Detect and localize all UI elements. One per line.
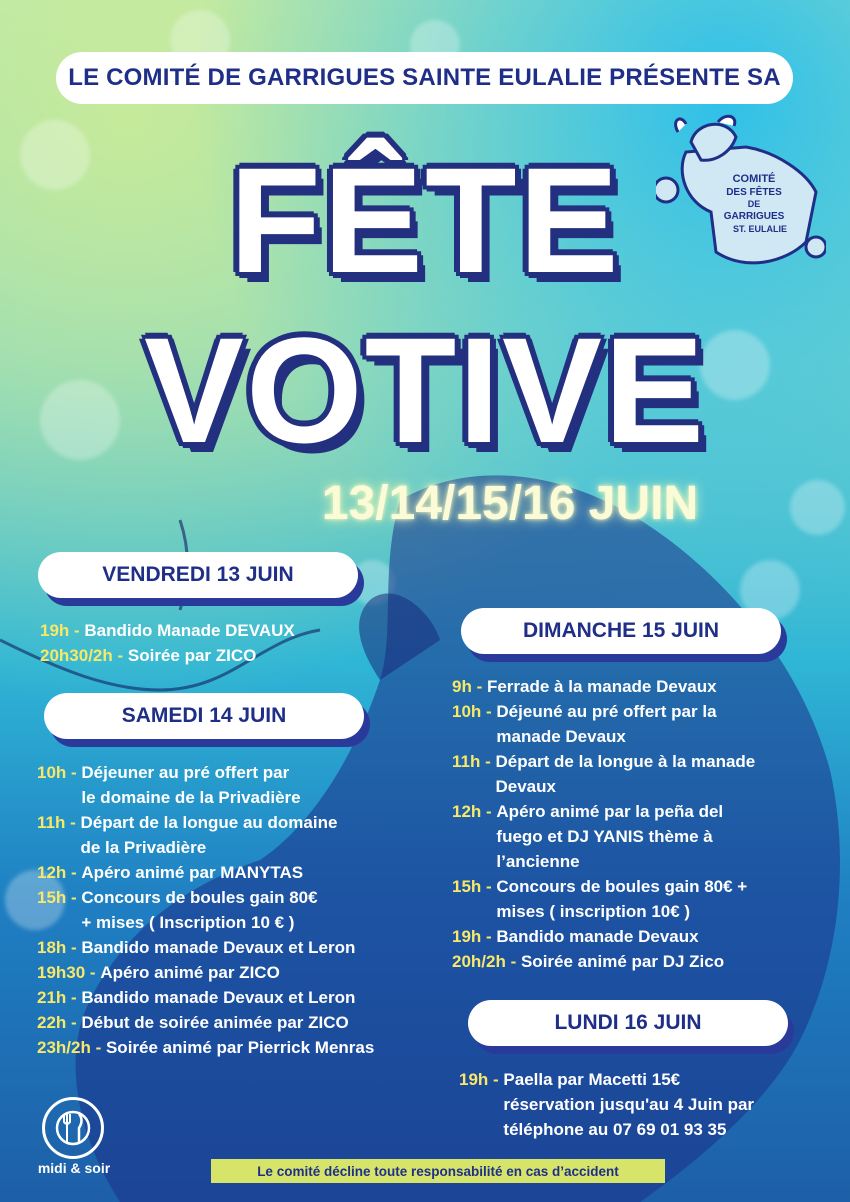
item-desc: Bandido manade Devaux: [496, 927, 699, 946]
title-line-1: FÊTE: [229, 136, 621, 304]
schedule-item: [452, 924, 837, 949]
schedule-item: [459, 1067, 839, 1142]
item-desc: Paella par Macetti 15€ réservation jusqu'au 4 Juin par téléphone au 07 69 01 93 35: [503, 1070, 755, 1139]
logo-line: GARRIGUES: [723, 211, 785, 222]
schedule-item: [37, 810, 457, 860]
item-separator: -: [66, 888, 82, 907]
schedule-item: [37, 1035, 457, 1060]
item-time: 21h: [37, 988, 67, 1007]
item-time: 10h: [37, 763, 67, 782]
item-desc: Ferrade à la manade Devaux: [486, 677, 717, 696]
item-desc: Départ de la longue au domaine de la Privadière: [80, 813, 338, 857]
item-desc: Soirée animé par Pierrick Menras: [105, 1038, 375, 1057]
item-desc: Apéro animé par ZICO: [100, 963, 280, 982]
item-desc: Apéro animé par la peña del fuego et DJ YANIS thème à l’ancienne: [496, 802, 724, 871]
item-time: 20h30/2h: [40, 646, 113, 665]
item-separator: -: [112, 646, 128, 665]
item-separator: -: [66, 938, 82, 957]
item-time: 19h: [452, 927, 482, 946]
item-separator: -: [481, 702, 497, 721]
meal-badge-label: midi & soir: [37, 1160, 111, 1176]
item-desc: Bandido manade Devaux et Leron: [81, 988, 356, 1007]
item-time: 11h: [37, 813, 66, 832]
plate-cutlery-icon: [42, 1097, 104, 1159]
schedule-item: [37, 885, 457, 935]
schedule-item: [37, 760, 457, 810]
item-separator: -: [481, 802, 497, 821]
item-separator: -: [481, 927, 497, 946]
item-desc: Départ de la longue à la manade Devaux: [495, 752, 756, 796]
item-time: 19h: [459, 1070, 489, 1089]
schedule-saturday: [37, 760, 457, 1060]
item-time: 9h: [452, 677, 472, 696]
schedule-item: [40, 643, 440, 668]
item-desc: Début de soirée animée par ZICO: [81, 1013, 349, 1032]
day-label: SAMEDI 14 JUIN: [121, 704, 287, 727]
schedule-item: [37, 860, 457, 885]
item-separator: -: [480, 752, 496, 771]
item-time: 19h30: [37, 963, 86, 982]
event-dates: 13/14/15/16 JUIN: [321, 477, 699, 530]
logo-line: COMITÉ: [732, 173, 776, 185]
disclaimer-text: Le comité décline toute responsabilité en cas d’accident: [257, 1163, 619, 1179]
schedule-sunday: [452, 674, 837, 974]
item-time: 15h: [37, 888, 67, 907]
item-desc: Soirée par ZICO: [127, 646, 257, 665]
item-separator: -: [488, 1070, 504, 1089]
item-time: 20h/2h: [452, 952, 506, 971]
header-banner: [56, 52, 793, 104]
schedule-item: [452, 799, 837, 874]
schedule-monday: [459, 1067, 839, 1142]
item-time: 18h: [37, 938, 67, 957]
schedule-item: [40, 618, 440, 643]
item-separator: -: [66, 863, 82, 882]
item-separator: -: [66, 763, 82, 782]
item-time: 11h: [452, 752, 481, 771]
item-desc: Déjeuné au pré offert par la manade Devaux: [496, 702, 717, 746]
item-time: 10h: [452, 702, 482, 721]
item-separator: -: [69, 621, 85, 640]
schedule-item: [452, 949, 837, 974]
schedule-item: [37, 935, 457, 960]
day-header-monday: [468, 1000, 788, 1046]
schedule-item: [452, 699, 837, 749]
schedule-item: [37, 960, 457, 985]
header-text: LE COMITÉ DE GARRIGUES SAINTE EULALIE PRÉSENTE SA: [68, 64, 781, 91]
item-time: 12h: [37, 863, 67, 882]
item-time: 15h: [452, 877, 482, 896]
title-line-2: VOTIVE: [143, 306, 707, 474]
schedule-item: [452, 874, 837, 924]
schedule-item: [452, 749, 837, 799]
item-separator: -: [90, 1038, 106, 1057]
disclaimer-banner: [211, 1159, 665, 1183]
item-separator: -: [66, 988, 82, 1007]
item-desc: Bandido Manade DEVAUX: [84, 621, 295, 640]
item-desc: Bandido manade Devaux et Leron: [81, 938, 356, 957]
schedule-item: [452, 674, 837, 699]
item-separator: -: [481, 877, 497, 896]
schedule-item: [37, 1010, 457, 1035]
logo-line: ST. EULALIE: [732, 224, 788, 234]
day-header-sunday: [461, 608, 781, 654]
item-time: 19h: [40, 621, 70, 640]
day-header-saturday: [44, 693, 364, 739]
day-label: VENDREDI 13 JUIN: [102, 563, 294, 586]
item-separator: -: [471, 677, 487, 696]
item-desc: Concours de boules gain 80€ + mises ( inscription 10€ ): [496, 877, 748, 921]
item-separator: -: [65, 813, 81, 832]
item-desc: Déjeuner au pré offert par le domaine de la Privadière: [81, 763, 301, 807]
schedule-item: [37, 985, 457, 1010]
item-separator: -: [85, 963, 101, 982]
day-header-friday: [38, 552, 358, 598]
item-desc: Soirée animé par DJ Zico: [520, 952, 725, 971]
item-time: 22h: [37, 1013, 67, 1032]
item-separator: -: [505, 952, 521, 971]
day-label: LUNDI 16 JUIN: [554, 1011, 702, 1034]
item-desc: Concours de boules gain 80€ + mises ( Inscription 10 € ): [81, 888, 318, 932]
item-time: 23h/2h: [37, 1038, 91, 1057]
logo-line: DES FÊTES: [726, 187, 782, 198]
logo-line: DE: [747, 199, 761, 209]
item-desc: Apéro animé par MANYTAS: [81, 863, 304, 882]
item-time: 12h: [452, 802, 482, 821]
day-label: DIMANCHE 15 JUIN: [522, 619, 720, 642]
item-separator: -: [66, 1013, 82, 1032]
schedule-friday: [40, 618, 440, 668]
